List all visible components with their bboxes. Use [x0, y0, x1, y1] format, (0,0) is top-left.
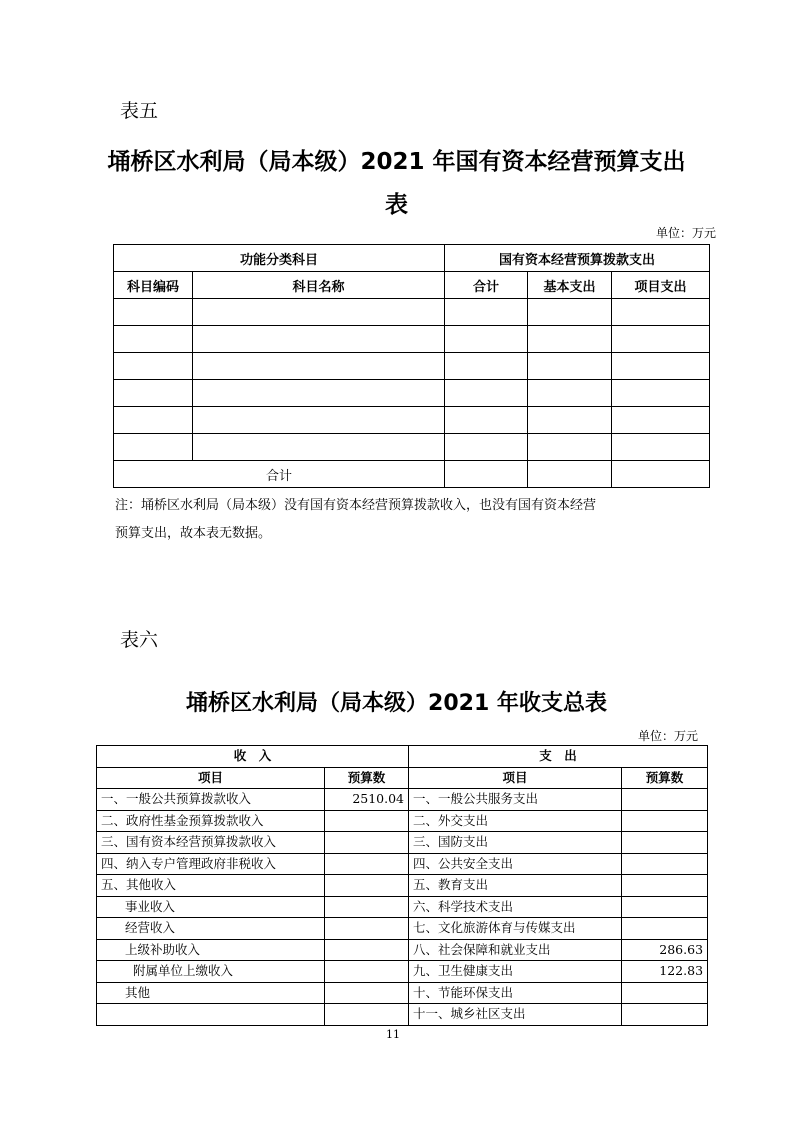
- income-item: 四、纳入专户管理政府非税收入: [97, 853, 325, 875]
- table5-title-line1: 埇桥区水利局（局本级）2021 年国有资本经营预算支出: [107, 149, 686, 175]
- expense-value: [622, 789, 708, 811]
- table5-label: 表五: [120, 100, 159, 122]
- expense-item: 三、国防支出: [409, 832, 622, 854]
- table5-col-project: 项目支出: [612, 272, 710, 299]
- expense-value: [622, 918, 708, 940]
- expense-item: 二、外交支出: [409, 810, 622, 832]
- table-row: [114, 407, 710, 434]
- expense-item: 八、社会保障和就业支出: [409, 939, 622, 961]
- expense-value: [622, 810, 708, 832]
- expense-value: [622, 982, 708, 1004]
- income-item: 事业收入: [97, 896, 325, 918]
- table5-title-line2: 表: [385, 192, 408, 218]
- table6-col-expense-budget: 预算数: [622, 767, 708, 789]
- table6-unit: 单位：万元: [637, 729, 698, 743]
- table-row: [114, 326, 710, 353]
- expense-value: [622, 875, 708, 897]
- expense-item: 十、节能环保支出: [409, 982, 622, 1004]
- expense-item: 九、卫生健康支出: [409, 961, 622, 983]
- income-value: 2510.04: [325, 789, 409, 811]
- table-row: [97, 875, 708, 897]
- income-item: 一、一般公共预算拨款收入: [97, 789, 325, 811]
- income-value: [325, 982, 409, 1004]
- table-row: [97, 853, 708, 875]
- expense-item: 一、一般公共服务支出: [409, 789, 622, 811]
- table6-label: 表六: [120, 629, 159, 651]
- table5-total-row: [114, 461, 710, 488]
- table6-col-income-item: 项目: [97, 767, 325, 789]
- table5-col-name: 科目名称: [193, 272, 445, 299]
- income-item: 二、政府性基金预算拨款收入: [97, 810, 325, 832]
- page-number: 11: [386, 1028, 400, 1041]
- income-value: [325, 875, 409, 897]
- table5-col-basic: 基本支出: [528, 272, 612, 299]
- table-row: [97, 982, 708, 1004]
- table5-unit: 单位：万元: [655, 226, 716, 240]
- table6-expense-header: 支 出: [409, 746, 708, 768]
- table6-title: 埇桥区水利局（局本级）2021 年收支总表: [186, 691, 607, 716]
- table5-col-total: 合计: [445, 272, 528, 299]
- table5-col-code: 科目编码: [114, 272, 193, 299]
- expense-item: 四、公共安全支出: [409, 853, 622, 875]
- table5-note-line2: 预算支出，故本表无数据。: [115, 526, 272, 541]
- expense-item: 五、教育支出: [409, 875, 622, 897]
- income-value: [325, 810, 409, 832]
- table6: [96, 745, 708, 1026]
- expense-value: [622, 896, 708, 918]
- income-value: [325, 896, 409, 918]
- table6-col-expense-item: 项目: [409, 767, 622, 789]
- table-row: [114, 299, 710, 326]
- income-item: 附属单位上缴收入: [97, 961, 325, 983]
- income-item: 三、国有资本经营预算拨款收入: [97, 832, 325, 854]
- table5: [113, 244, 710, 488]
- income-item: 其他: [97, 982, 325, 1004]
- table-row: [114, 380, 710, 407]
- table6-income-header: 收 入: [97, 746, 409, 768]
- expense-value: [622, 1004, 708, 1026]
- income-value: [325, 1004, 409, 1026]
- table5-note-line1: 注：埇桥区水利局（局本级）没有国有资本经营预算拨款收入，也没有国有资本经营: [115, 498, 597, 513]
- income-value: [325, 939, 409, 961]
- table6-col-income-budget: 预算数: [325, 767, 409, 789]
- table5-total-label: 合计: [114, 461, 445, 488]
- expense-value: [622, 832, 708, 854]
- table-row: [97, 1004, 708, 1026]
- table-row: [114, 434, 710, 461]
- income-item: 上级补助收入: [97, 939, 325, 961]
- income-item: [97, 1004, 325, 1026]
- expense-item: 七、文化旅游体育与传媒支出: [409, 918, 622, 940]
- table-row: [97, 918, 708, 940]
- expense-item: 六、科学技术支出: [409, 896, 622, 918]
- expense-value: 122.83: [622, 961, 708, 983]
- income-item: 五、其他收入: [97, 875, 325, 897]
- income-value: [325, 853, 409, 875]
- table5-header-expenditure: 国有资本经营预算拨款支出: [445, 245, 710, 272]
- table-row: [114, 353, 710, 380]
- expense-item: 十一、城乡社区支出: [409, 1004, 622, 1026]
- table5-note: [115, 492, 735, 548]
- income-value: [325, 961, 409, 983]
- table-row: [97, 896, 708, 918]
- table-row: [97, 961, 708, 983]
- table-row: [97, 939, 708, 961]
- table-row: [97, 789, 708, 811]
- table5-header-function-category: 功能分类科目: [114, 245, 445, 272]
- table-row: [97, 832, 708, 854]
- expense-value: [622, 853, 708, 875]
- income-value: [325, 832, 409, 854]
- income-value: [325, 918, 409, 940]
- income-item: 经营收入: [97, 918, 325, 940]
- expense-value: 286.63: [622, 939, 708, 961]
- table-row: [97, 810, 708, 832]
